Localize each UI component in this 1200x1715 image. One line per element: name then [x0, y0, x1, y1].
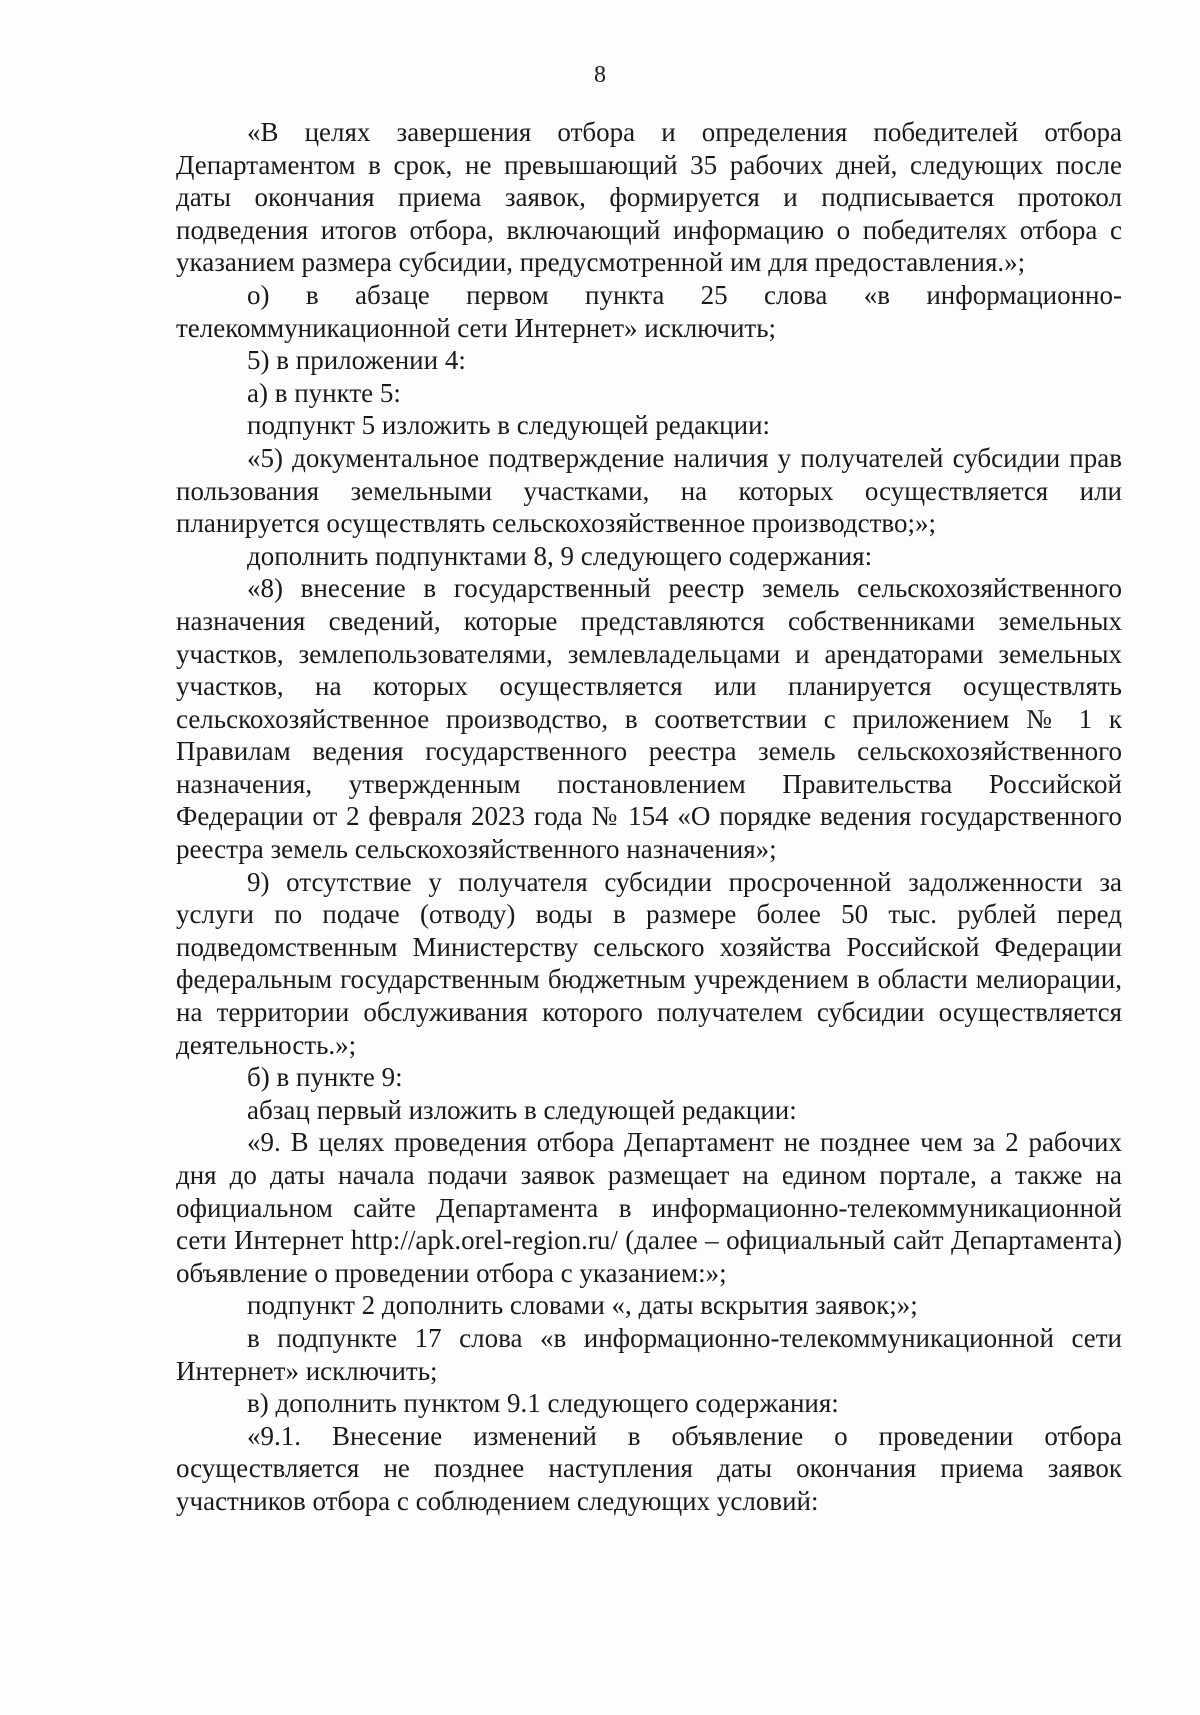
paragraph-subitem-5-text: «5) документальное подтверждение наличия у получателей субсидии прав пользования земельными участками, на которых осуществляется или планируется осуществлять сельскохозяйственное производство;»;	[176, 442, 1122, 539]
paragraph-subitem-8: «8) внесение в государственный реестр земель сельскохозяйственного назначения сведений, которые представляются собственниками земельных участков, землепользователями, землевладельцами и арендаторами земельных участков, на которых осуществляется или планируется осуществлять сельскохозяйственное производство, в соответствии с приложением № 1 к Правилам ведения государственного реестра земель сельскохозяйственного назначения, утвержденным постановлением Правительства Российской Федерации от 2 февраля 2023 года № 154 «О порядке ведения государственного реестра земель сельскохозяйственного назначения»;	[176, 573, 1122, 865]
paragraph-appendix-4: 5) в приложении 4:	[247, 345, 466, 376]
paragraph-item-o: о) в абзаце первом пункта 25 слова «в информационно-телекоммуникационной сети Интернет» исключить;	[176, 279, 1122, 343]
paragraph-subitem-5-heading: подпункт 5 изложить в следующей редакции:	[247, 410, 771, 441]
paragraph-subitem-17: в подпункте 17 слова «в информационно-телекоммуникационной сети Интернет» исключить;	[176, 1322, 1122, 1386]
document-body	[176, 116, 1122, 1518]
paragraph-item-9-b: б) в пункте 9:	[247, 1062, 403, 1093]
paragraph-item-9-1-text: «9.1. Внесение изменений в объявление о проведении отбора осуществляется не позднее наступления даты окончания приема заявок участников отбора с соблюдением следующих условий:	[176, 1420, 1122, 1516]
paragraph-subitem-2: подпункт 2 дополнить словами «, даты вскрытия заявок;»;	[247, 1290, 918, 1321]
page-number: 8	[594, 62, 606, 88]
paragraph-item-9-1-v: в) дополнить пунктом 9.1 следующего содержания:	[247, 1388, 839, 1419]
paragraph-subitem-9: 9) отсутствие у получателя субсидии просроченной задолженности за услуги по подаче (отводу) воды в размере более 50 тыс. рублей перед подведомственным Министерству сельского хозяйства Российской Федерации федеральным государственным бюджетным учреждением в области мелиорации, на территории обслуживания которого получателем субсидии осуществляется деятельность.»;	[176, 866, 1122, 1060]
paragraph-item-5-a: а) в пункте 5:	[247, 377, 401, 408]
paragraph-first-abstract-heading: абзац первый изложить в следующей редакции:	[247, 1094, 797, 1125]
paragraph-add-subitems-8-9: дополнить подпунктами 8, 9 следующего содержания:	[247, 540, 873, 571]
paragraph-item-9-text: «9. В целях проведения отбора Департамент не позднее чем за 2 рабочих дня до даты начала подачи заявок размещает на едином портале, а также на официальном сайте Департамента в информационно-телекоммуникационной сети Интернет http://apk.orel-region.ru/ (далее – официальный сайт Департамента) объявление о проведении отбора с указанием:»;	[176, 1127, 1122, 1288]
paragraph-selection-completion: «В целях завершения отбора и определения победителей отбора Департаментом в срок, не превышающий 35 рабочих дней, следующих после даты окончания приема заявок, формируется и подписывается протокол подведения итогов отбора, включающий информацию о победителях отбора с указанием размера субсидии, предусмотренной им для предоставления.»;	[176, 117, 1122, 278]
